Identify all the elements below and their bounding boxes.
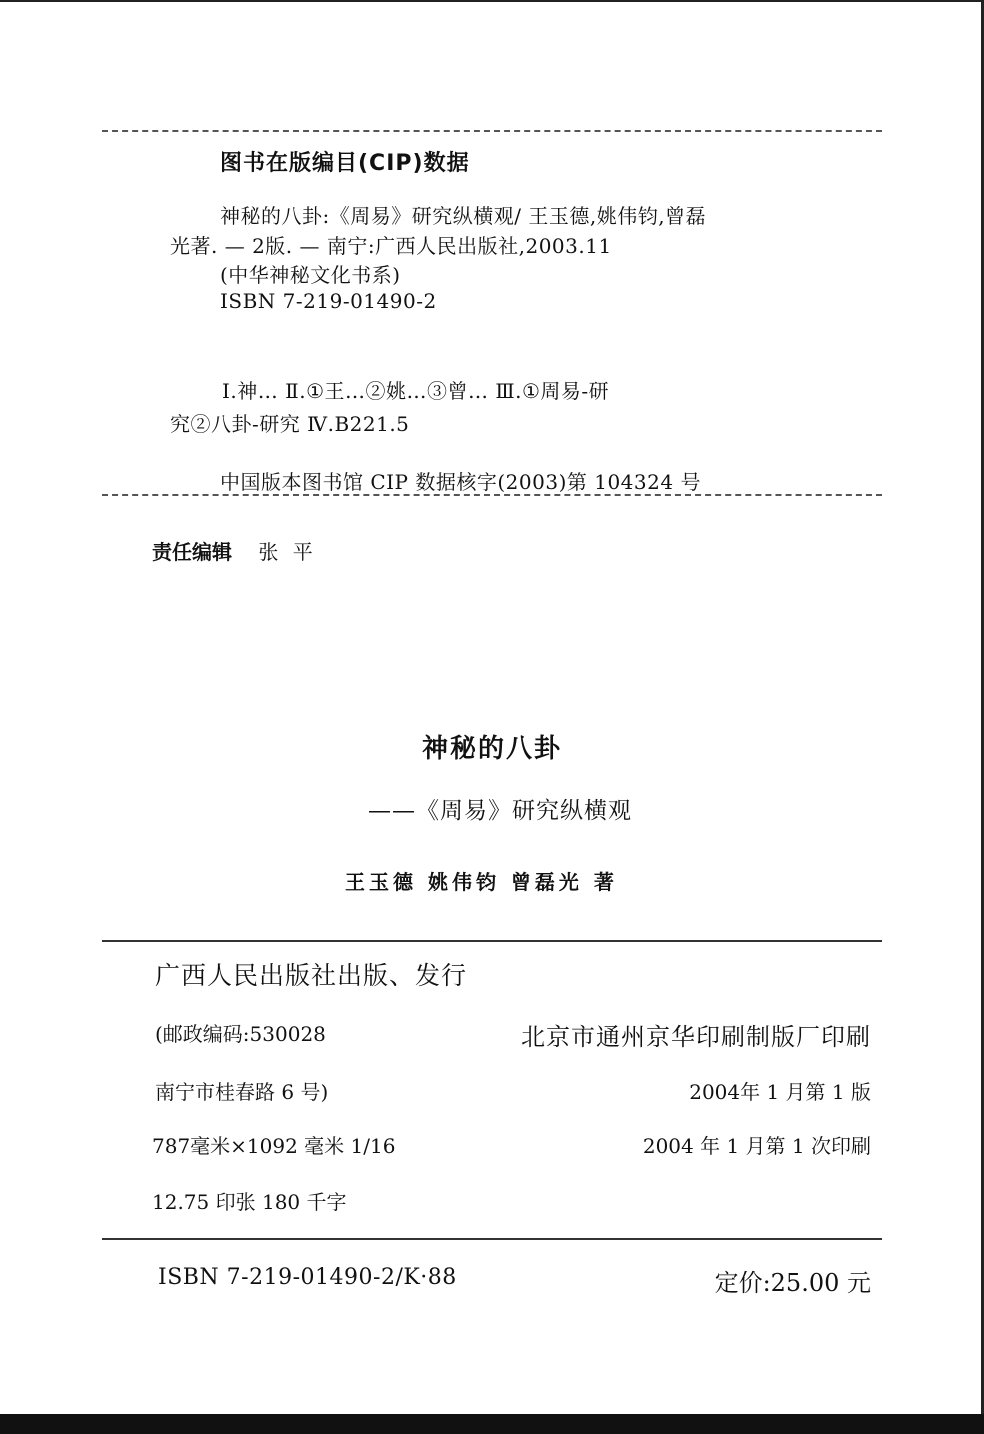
publisher-line: 广西人民出版社出版、发行	[155, 961, 468, 990]
price: 定价:25.00 元	[714, 1269, 871, 1297]
cip-subject-line-2: 究②八卦-研究 Ⅳ.B221.5	[170, 412, 410, 436]
cip-top-dashed-rule	[102, 130, 882, 132]
cip-bottom-dashed-rule	[102, 494, 882, 496]
imprint-bottom-rule	[102, 1238, 882, 1240]
cip-isbn: ISBN 7-219-01490-2	[220, 289, 437, 313]
printer: 北京市通州京华印刷制版厂印刷	[521, 1023, 871, 1051]
address: 南宁市桂春路 6 号)	[155, 1080, 329, 1104]
scan-bottom-edge	[0, 1414, 984, 1434]
cip-subject-line-1: Ⅰ.神… Ⅱ.①王…②姚…③曾… Ⅲ.①周易-研	[222, 379, 610, 403]
page-top-border	[0, 0, 984, 2]
editor-label: 责任编辑	[152, 540, 232, 564]
imprint-top-rule	[102, 940, 882, 942]
editor-line	[152, 536, 317, 565]
book-title: 神秘的八卦	[421, 734, 562, 764]
edition: 2004年 1 月第 1 版	[689, 1080, 871, 1104]
editor-name: 张 平	[258, 540, 317, 564]
postcode: (邮政编码:530028	[155, 1022, 326, 1046]
book-authors: 王玉德 姚伟钧 曾磊光 著	[345, 870, 618, 894]
cip-entry-line-1: 神秘的八卦:《周易》研究纵横观/ 王玉德,姚伟钧,曾磊	[220, 204, 707, 228]
cip-entry-line-2: 光著. — 2版. — 南宁:广西人民出版社,2003.11	[170, 234, 612, 258]
cip-series: (中华神秘文化书系)	[220, 263, 401, 287]
book-subtitle: ——《周易》研究纵横观	[368, 798, 632, 824]
cip-record-number: 中国版本图书馆 CIP 数据核字(2003)第 104324 号	[220, 470, 701, 494]
sheets-and-words: 12.75 印张 180 千字	[152, 1190, 347, 1214]
printing: 2004 年 1 月第 1 次印刷	[642, 1134, 871, 1158]
cip-heading: 图书在版编目(CIP)数据	[220, 151, 470, 176]
isbn-bottom: ISBN 7-219-01490-2/K·88	[158, 1265, 457, 1290]
format: 787毫米×1092 毫米 1/16	[152, 1134, 396, 1158]
